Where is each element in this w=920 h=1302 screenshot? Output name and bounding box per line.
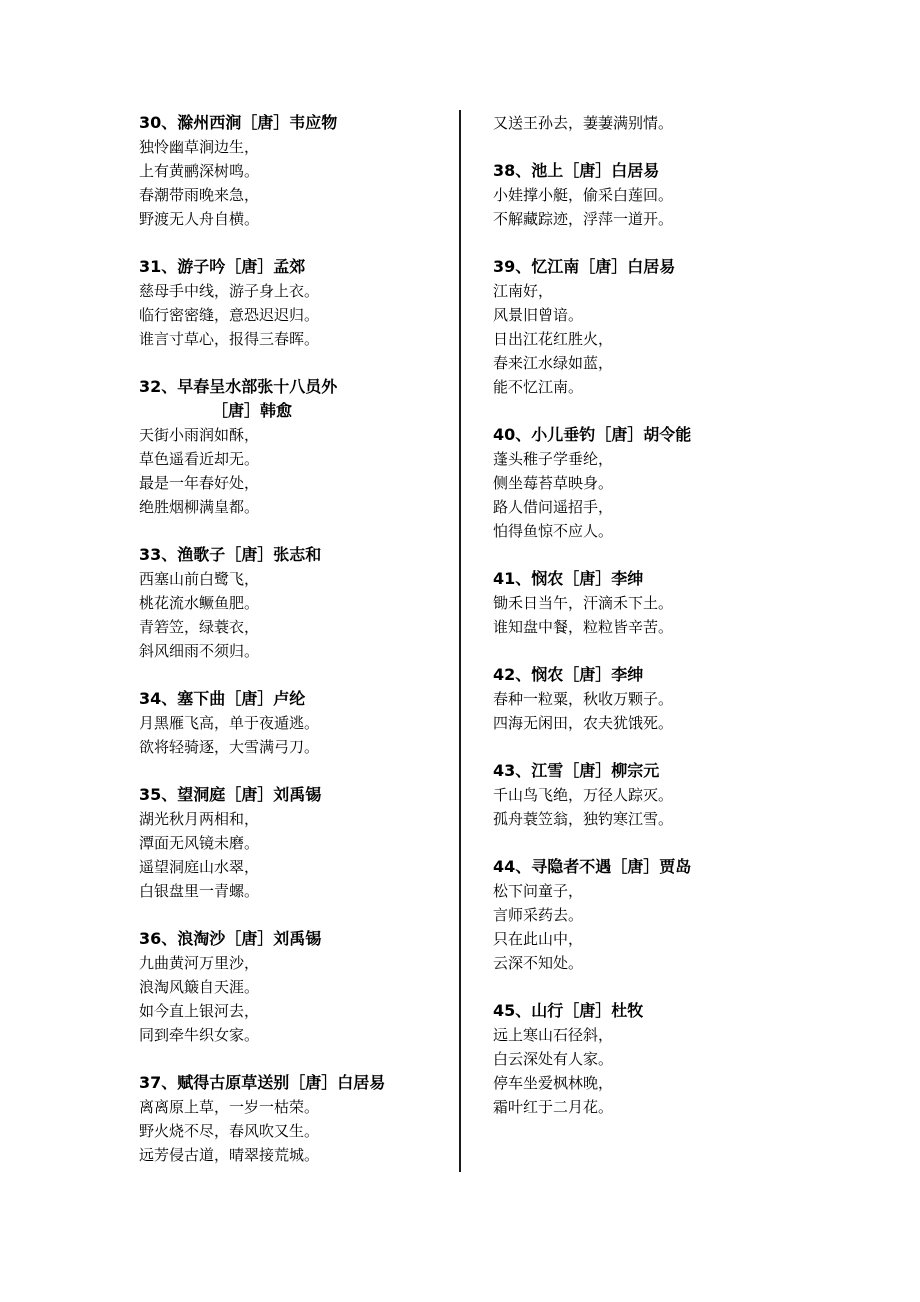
poem-line: 月黑雁飞高，单于夜遁逃。: [139, 714, 320, 732]
poem-block: [139, 927, 449, 1047]
poem-block: [139, 783, 449, 903]
poem-line: 谁言寸草心，报得三春晖。: [139, 330, 320, 348]
poem-line: 能不忆江南。: [493, 378, 584, 396]
poem-line: 春种一粒粟，秋收万颗子。: [493, 690, 674, 708]
poem-line: 千山鸟飞绝，万径人踪灭。: [493, 786, 674, 804]
poem-spacer: [493, 231, 803, 255]
poem-line: 江南好，: [493, 282, 554, 300]
poem-line: 欲将轻骑逐，大雪满弓刀。: [139, 738, 320, 756]
poem-block: [493, 423, 803, 543]
left-column: [139, 111, 449, 1167]
poem-line: 言师采药去。: [493, 906, 584, 924]
poem-title: 44、寻隐者不遇［唐］贾岛: [493, 857, 692, 876]
poem-block: [139, 255, 449, 351]
poem-spacer: [139, 231, 449, 255]
poem-line: 野火烧不尽，春风吹又生。: [139, 1122, 320, 1140]
poem-line: 遥望洞庭山水翠，: [139, 858, 260, 876]
right-column: [493, 111, 803, 1119]
poem-line: 怕得鱼惊不应人。: [493, 522, 614, 540]
poem-line: 不解藏踪迹，浮萍一道开。: [493, 210, 674, 228]
poem-block: [493, 999, 803, 1119]
poem-title: 37、赋得古原草送别［唐］白居易: [139, 1073, 386, 1092]
poem-line: 路人借问遥招手，: [493, 498, 614, 516]
poem-line: 九曲黄河万里沙，: [139, 954, 260, 972]
poem-spacer: [493, 399, 803, 423]
poem-line: 四海无闲田，农夫犹饿死。: [493, 714, 674, 732]
poem-line: 潭面无风镜未磨。: [139, 834, 260, 852]
column-divider: [459, 110, 461, 1172]
poem-line: 谁知盘中餐，粒粒皆辛苦。: [493, 618, 674, 636]
poem-block: [139, 687, 449, 759]
poem-block: [493, 255, 803, 399]
poem-spacer: [493, 735, 803, 759]
poem-title: 34、塞下曲［唐］卢纶: [139, 689, 306, 708]
poem-spacer: [139, 759, 449, 783]
poem-title: 32、早春呈水部张十八员外: [139, 377, 338, 396]
poem-line: 孤舟蓑笠翁，独钓寒江雪。: [493, 810, 674, 828]
poem-spacer: [139, 663, 449, 687]
poem-line: 远上寒山石径斜，: [493, 1026, 614, 1044]
poem-line: 离离原上草，一岁一枯荣。: [139, 1098, 320, 1116]
poem-line: 临行密密缝，意恐迟迟归。: [139, 306, 320, 324]
poem-title: 33、渔歌子［唐］张志和: [139, 545, 322, 564]
poem-line: 白银盘里一青螺。: [139, 882, 260, 900]
poem-line: 最是一年春好处，: [139, 474, 260, 492]
poem-spacer: [493, 639, 803, 663]
poem-line: 春潮带雨晚来急，: [139, 186, 260, 204]
poem-spacer: [139, 1047, 449, 1071]
poem-block: [493, 567, 803, 639]
poem-line: 霜叶红于二月花。: [493, 1098, 614, 1116]
poem-spacer: [493, 975, 803, 999]
poem-spacer: [493, 135, 803, 159]
poem-spacer: [139, 351, 449, 375]
poem-line: 小娃撑小艇，偷采白莲回。: [493, 186, 674, 204]
poem-title: 36、浪淘沙［唐］刘禹锡: [139, 929, 322, 948]
poem-line: 青箬笠，绿蓑衣，: [139, 618, 260, 636]
poem-author: ［唐］韩愈: [212, 401, 293, 420]
poem-line: 如今直上银河去，: [139, 1002, 260, 1020]
poem-line: 野渡无人舟自横。: [139, 210, 260, 228]
poem-line: 又送王孙去，萋萋满别情。: [493, 114, 674, 132]
poem-line: 上有黄鹂深树鸣。: [139, 162, 260, 180]
poem-line: 天街小雨润如酥，: [139, 426, 260, 444]
poem-line: 湖光秋月两相和，: [139, 810, 260, 828]
poem-line: 斜风细雨不须归。: [139, 642, 260, 660]
poem-title: 38、池上［唐］白居易: [493, 161, 660, 180]
poem-line: 浪淘风簸自天涯。: [139, 978, 260, 996]
poem-line: 同到牵牛织女家。: [139, 1026, 260, 1044]
poem-title: 43、江雪［唐］柳宗元: [493, 761, 660, 780]
poem-line: 停车坐爱枫林晚，: [493, 1074, 614, 1092]
poem-block: [493, 111, 803, 135]
poem-spacer: [493, 543, 803, 567]
poem-block: [493, 159, 803, 231]
poem-line: 风景旧曾谙。: [493, 306, 584, 324]
poem-line: 绝胜烟柳满皇都。: [139, 498, 260, 516]
poem-spacer: [139, 903, 449, 927]
poem-block: [139, 1071, 449, 1167]
poem-title: 30、滁州西涧［唐］韦应物: [139, 113, 338, 132]
poem-block: [493, 759, 803, 831]
poem-line: 锄禾日当午，汗滴禾下土。: [493, 594, 674, 612]
poem-line: 蓬头稚子学垂纶，: [493, 450, 614, 468]
poem-line: 慈母手中线，游子身上衣。: [139, 282, 320, 300]
poem-block: [139, 543, 449, 663]
poem-line: 日出江花红胜火，: [493, 330, 614, 348]
poem-line: 独怜幽草涧边生，: [139, 138, 260, 156]
poem-line: 云深不知处。: [493, 954, 584, 972]
poem-line: 西塞山前白鹭飞，: [139, 570, 260, 588]
poem-spacer: [139, 519, 449, 543]
poem-block: [139, 375, 449, 519]
poem-title: 41、悯农［唐］李绅: [493, 569, 644, 588]
poem-line: 远芳侵古道，晴翠接荒城。: [139, 1146, 320, 1164]
poem-block: [139, 111, 449, 231]
poem-title: 39、忆江南［唐］白居易: [493, 257, 676, 276]
poem-line: 白云深处有人家。: [493, 1050, 614, 1068]
poem-title: 31、游子吟［唐］孟郊: [139, 257, 306, 276]
poem-block: [493, 663, 803, 735]
poem-spacer: [493, 831, 803, 855]
poem-title: 45、山行［唐］杜牧: [493, 1001, 644, 1020]
poem-line: 春来江水绿如蓝，: [493, 354, 614, 372]
poem-line: 松下问童子，: [493, 882, 584, 900]
poem-title: 42、悯农［唐］李绅: [493, 665, 644, 684]
poem-block: [493, 855, 803, 975]
poem-title: 35、望洞庭［唐］刘禹锡: [139, 785, 322, 804]
poem-line: 只在此山中，: [493, 930, 584, 948]
poem-line: 桃花流水鳜鱼肥。: [139, 594, 260, 612]
poem-line: 侧坐莓苔草映身。: [493, 474, 614, 492]
poem-title: 40、小儿垂钓［唐］胡令能: [493, 425, 692, 444]
poem-line: 草色遥看近却无。: [139, 450, 260, 468]
